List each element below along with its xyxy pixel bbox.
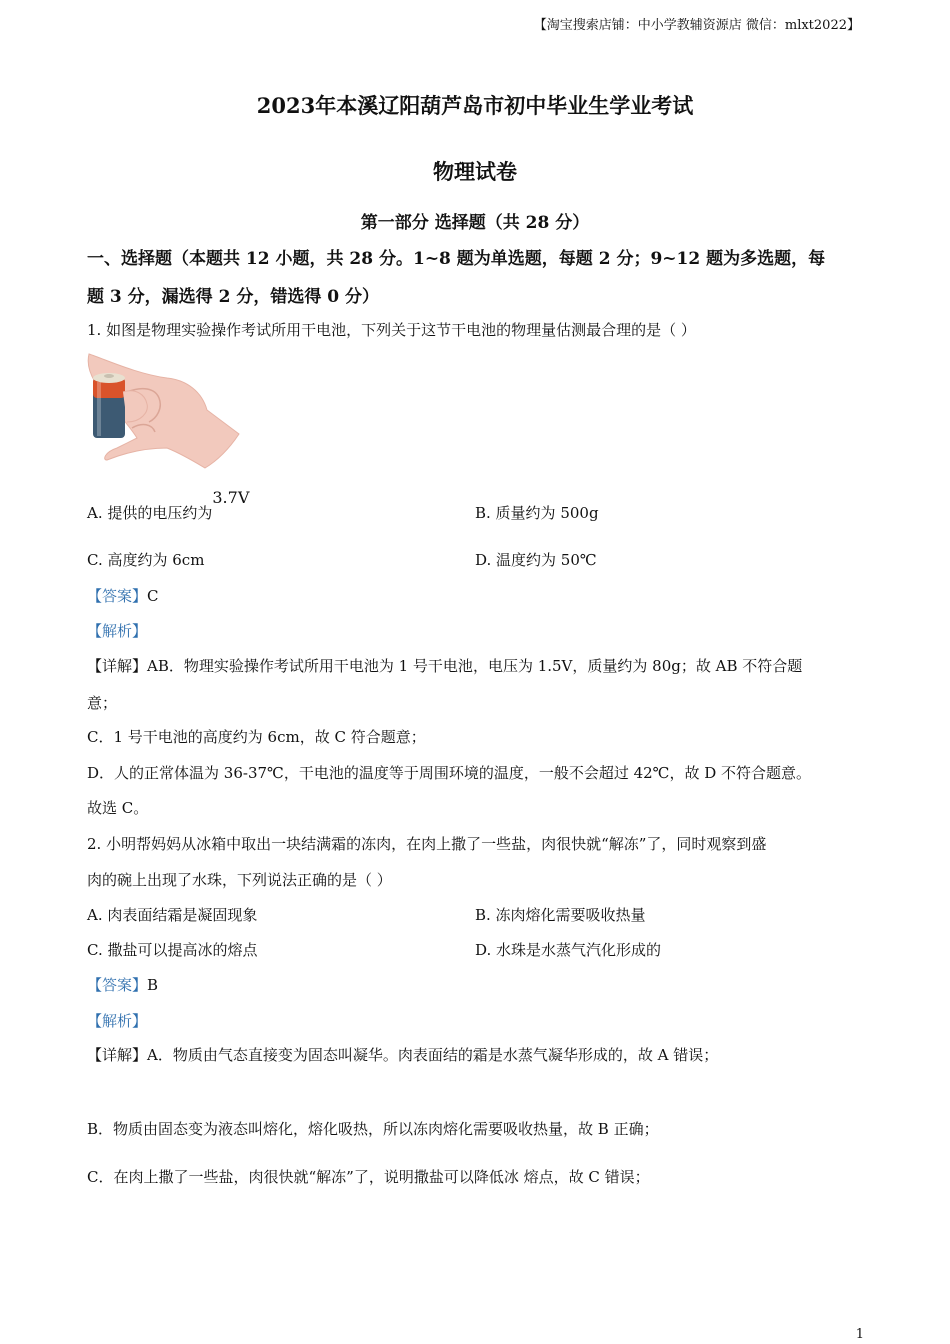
q1-detail-2: C．1 号干电池的高度约为 6cm，故 C 符合题意； bbox=[87, 728, 426, 746]
q2-option-a: A. 肉表面结霜是凝固现象 bbox=[87, 906, 258, 924]
q2-option-c: C. 撒盐可以提高冰的熔点 bbox=[87, 941, 258, 959]
page-header-shop: 【淘宝搜索店铺：中小学教辅资源店 微信：mlxt2022】 bbox=[533, 18, 860, 33]
q1-answer-value: C bbox=[147, 587, 159, 605]
q1-analysis-label: 【解析】 bbox=[87, 622, 148, 640]
exam-title: 2023年本溪辽阳葫芦岛市初中毕业生学业考试 bbox=[256, 93, 694, 118]
section-heading-line2: 题 3 分，漏选得 2 分，错选得 0 分） bbox=[87, 287, 379, 307]
q1-detail-1b: 意； bbox=[87, 694, 118, 712]
q1-detail-1: 【详解】AB．物理实验操作考试所用干电池为 1 号干电池，电压为 1.5V，质量约为 80g；故 AB 不符合题 bbox=[87, 657, 803, 675]
q1-option-a-value: 3.7V bbox=[212, 488, 250, 507]
q2-stem-line1: 2. 小明帮妈妈从冰箱中取出一块结满霜的冻肉，在肉上撒了一些盐，肉很快就“解冻”了，同时观察到盛 bbox=[87, 835, 767, 853]
battery-hand-image bbox=[87, 352, 242, 470]
q1-stem: 1. 如图是物理实验操作考试所用干电池，下列关于这节干电池的物理量估测最合理的是（ ） bbox=[87, 321, 696, 339]
part-title: 第一部分 选择题（共 28 分） bbox=[360, 213, 590, 233]
q2-answer-label: 【答案】 bbox=[87, 976, 148, 994]
q2-option-b: B. 冻肉熔化需要吸收热量 bbox=[475, 906, 646, 924]
q1-detail-3: D．人的正常体温为 36-37℃，干电池的温度等于周围环境的温度，一般不会超过 42℃，故 D 不符合题意。 bbox=[87, 764, 812, 782]
q1-option-c: C. 高度约为 6cm bbox=[87, 551, 205, 569]
q1-option-a-text: A. 提供的电压约为 bbox=[87, 504, 213, 522]
page-number: 1 bbox=[855, 1327, 864, 1342]
q2-detail-3: C．在肉上撒了一些盐，肉很快就“解冻”了，说明撒盐可以降低冰 熔点，故 C 错误； bbox=[87, 1168, 650, 1186]
q2-option-d: D. 水珠是水蒸气汽化形成的 bbox=[475, 941, 662, 959]
q2-answer bbox=[87, 974, 158, 995]
q2-detail-2: B．物质由固态变为液态叫熔化，熔化吸热，所以冻肉熔化需要吸收热量，故 B 正确； bbox=[87, 1120, 659, 1138]
q2-answer-value: B bbox=[147, 976, 159, 994]
q2-detail-1: 【详解】A．物质由气态直接变为固态叫凝华。肉表面结的霜是水蒸气凝华形成的，故 A 错误； bbox=[87, 1046, 719, 1064]
q1-answer-label: 【答案】 bbox=[87, 587, 148, 605]
q1-option-b: B. 质量约为 500g bbox=[475, 504, 599, 522]
q1-answer bbox=[87, 585, 159, 606]
paper-title: 物理试卷 bbox=[433, 159, 517, 184]
q1-option-d: D. 温度约为 50℃ bbox=[475, 551, 597, 569]
section-heading-line1: 一、选择题（本题共 12 小题，共 28 分。1~8 题为单选题，每题 2 分；9~12 题为多选题，每 bbox=[87, 249, 826, 269]
q2-stem-line2: 肉的碗上出现了水珠，下列说法正确的是（ ） bbox=[87, 871, 392, 889]
q2-analysis-label: 【解析】 bbox=[87, 1012, 148, 1030]
q1-conclusion: 故选 C。 bbox=[87, 799, 149, 817]
q1-option-a bbox=[87, 488, 250, 523]
